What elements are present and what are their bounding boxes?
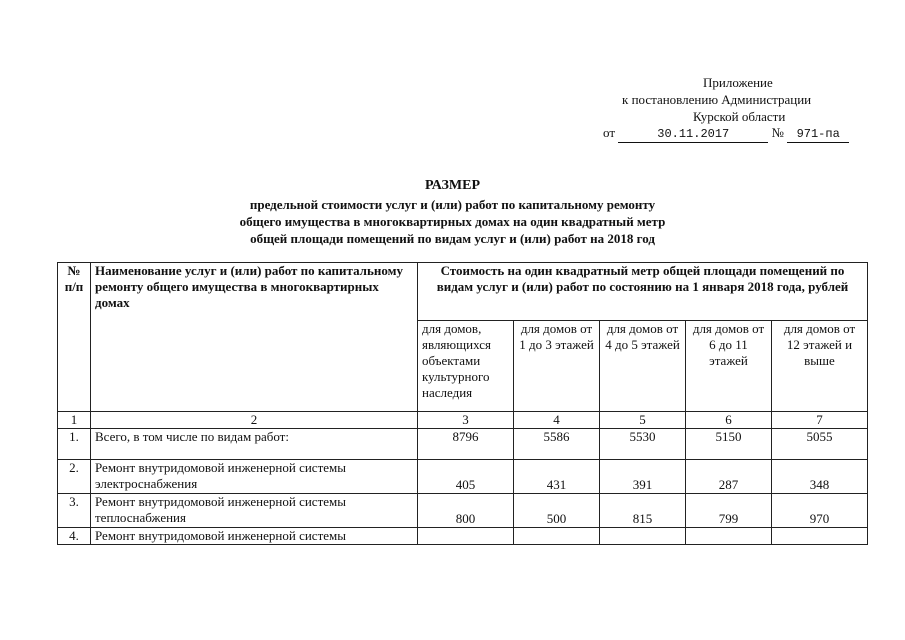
row-value: 405 — [418, 460, 514, 494]
subheader-1-3: для домов от 1 до 3 этажей — [514, 321, 600, 412]
column-number: 6 — [686, 412, 772, 429]
row-value: 431 — [514, 460, 600, 494]
row-value: 970 — [772, 494, 868, 528]
column-number: 2 — [91, 412, 418, 429]
row-name: Ремонт внутридомовой инженерной системы — [91, 528, 418, 545]
row-value — [514, 528, 600, 545]
table-row — [58, 460, 868, 494]
row-name: Ремонт внутридомовой инженерной системы теплоснабжения — [91, 494, 418, 528]
row-num: 1. — [58, 429, 91, 460]
row-num: 4. — [58, 528, 91, 545]
subheader-12-plus: для домов от 12 этажей и выше — [772, 321, 868, 412]
row-value: 5055 — [772, 429, 868, 460]
row-name: Ремонт внутридомовой инженерной системы электроснабжения — [91, 460, 418, 494]
header-row — [58, 263, 868, 321]
column-number: 1 — [58, 412, 91, 429]
appendix-resolution: к постановлению Администрации — [622, 92, 812, 107]
appendix-date-row — [603, 124, 849, 143]
number-prefix: № — [771, 125, 784, 140]
table-row — [58, 494, 868, 528]
row-value: 799 — [686, 494, 772, 528]
row-value — [600, 528, 686, 545]
row-value: 5530 — [600, 429, 686, 460]
row-value: 800 — [418, 494, 514, 528]
header-num: № п/п — [58, 263, 91, 412]
appendix-label: Приложение — [703, 75, 773, 90]
row-num: 3. — [58, 494, 91, 528]
header-cost: Стоимость на один квадратный метр общей площади помещений по видам услуг и (или) работ по состоянию на 1 января 2018 года, рублей — [418, 263, 868, 321]
row-value: 5586 — [514, 429, 600, 460]
row-value — [772, 528, 868, 545]
document-subtitle-line2: общего имущества в многоквартирных домах на один квадратный метр — [239, 214, 666, 229]
row-value: 287 — [686, 460, 772, 494]
row-value: 391 — [600, 460, 686, 494]
column-number: 7 — [772, 412, 868, 429]
row-value: 5150 — [686, 429, 772, 460]
table-row — [58, 429, 868, 460]
document-title: РАЗМЕР — [424, 178, 480, 193]
resolution-date: 30.11.2017 — [618, 127, 768, 143]
appendix-region: Курской области — [693, 109, 786, 124]
row-name: Всего, в том числе по видам работ: — [91, 429, 418, 460]
document-subtitle-line3: общей площади помещений по видам услуг и (или) работ на 2018 год — [250, 231, 655, 246]
row-value: 500 — [514, 494, 600, 528]
subheader-4-5: для домов от 4 до 5 этажей — [600, 321, 686, 412]
subheader-6-11: для домов от 6 до 11 этажей — [686, 321, 772, 412]
column-number: 4 — [514, 412, 600, 429]
cost-table — [57, 262, 868, 545]
row-value — [418, 528, 514, 545]
date-prefix: от — [603, 125, 616, 140]
row-num: 2. — [58, 460, 91, 494]
header-name: Наименование услуг и (или) работ по капитальному ремонту общего имущества в многоквартирных домах — [91, 263, 418, 412]
resolution-number: 971-па — [787, 127, 849, 143]
table-row — [58, 528, 868, 545]
row-value: 8796 — [418, 429, 514, 460]
row-value: 348 — [772, 460, 868, 494]
column-number: 5 — [600, 412, 686, 429]
subheader-heritage: для домов, являющихся объектами культурного наследия — [418, 321, 514, 412]
document-subtitle-line1: предельной стоимости услуг и (или) работ по капитальному ремонту — [249, 197, 656, 212]
column-number: 3 — [418, 412, 514, 429]
row-value: 815 — [600, 494, 686, 528]
column-number-row — [58, 412, 868, 429]
row-value — [686, 528, 772, 545]
